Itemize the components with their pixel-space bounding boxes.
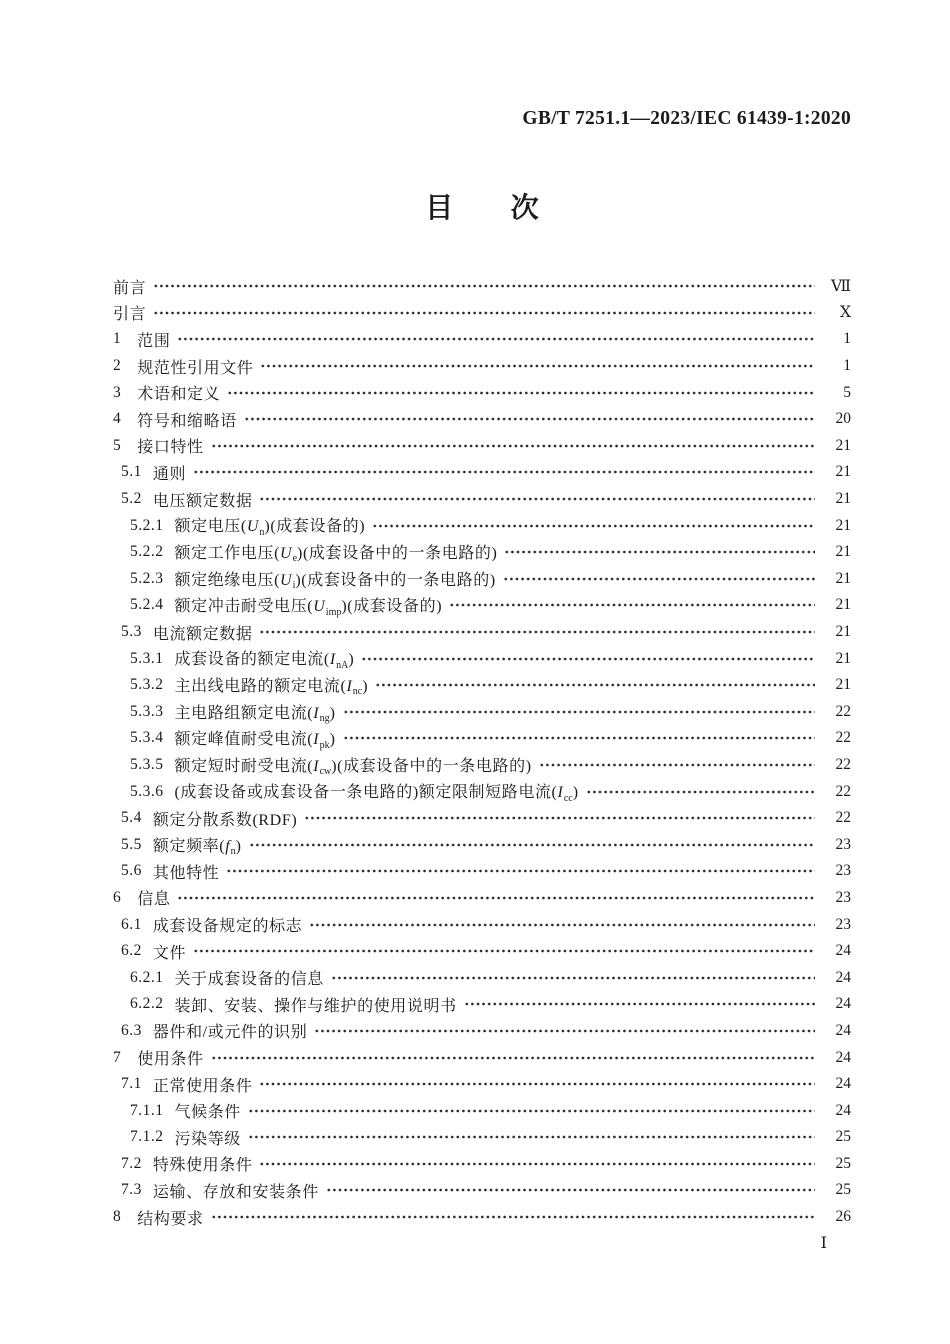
dot-leader	[314, 1023, 815, 1039]
entry-page: 24	[835, 968, 851, 986]
entry-page: 21	[835, 649, 851, 667]
page-number: Ⅰ	[820, 1235, 827, 1252]
entry-page: 21	[835, 596, 851, 614]
dot-leader	[259, 1076, 815, 1092]
entry-page: 23	[835, 915, 851, 933]
toc-entry	[113, 1018, 851, 1045]
page-title	[113, 186, 851, 226]
toc-entry	[113, 512, 851, 539]
entry-page: 24	[835, 1075, 851, 1093]
dot-leader	[153, 305, 815, 321]
dot-leader	[244, 411, 815, 427]
entry-number: 7	[113, 1048, 122, 1066]
entry-title: 电压额定数据	[152, 492, 253, 510]
toc-entry	[113, 1204, 851, 1231]
dot-leader	[177, 331, 815, 347]
toc-entry	[113, 831, 851, 858]
entry-number: 7.1	[121, 1075, 142, 1093]
entry-number: 5.3.3	[130, 702, 164, 720]
dot-leader	[343, 704, 816, 720]
dot-leader	[211, 1050, 815, 1066]
entry-page: 21	[835, 436, 851, 454]
entry-page: 25	[835, 1128, 851, 1146]
entry-number: 7.3	[121, 1181, 142, 1199]
entry-title: 成套设备规定的标志	[152, 918, 303, 936]
entry-title: 额定频率$(f_n)$	[152, 837, 242, 858]
toc-entry	[113, 459, 851, 486]
toc-entry	[113, 725, 851, 752]
entry-page: 1	[843, 330, 851, 348]
entry-page: 24	[835, 1021, 851, 1039]
toc-entry	[113, 592, 851, 619]
entry-number: 6	[113, 888, 122, 906]
entry-number: 5.3.1	[130, 649, 164, 667]
entry-title: 污染等级	[174, 1130, 241, 1148]
entry-page: 1	[843, 357, 851, 375]
entry-number: 4	[113, 410, 122, 428]
dot-leader	[211, 438, 815, 454]
entry-number: 5.2	[121, 490, 142, 508]
entry-number: 5	[113, 436, 122, 454]
entry-title: 额定分散系数(RDF)	[152, 811, 298, 829]
entry-title: 通则	[152, 465, 187, 483]
toc-entry	[113, 300, 851, 327]
toc-entry	[113, 885, 851, 912]
entry-title: 装卸、安装、操作与维护的使用说明书	[174, 997, 457, 1015]
entry-number: 5.1	[121, 463, 142, 481]
entry-page: 21	[835, 676, 851, 694]
entry-title: 关于成套设备的信息	[174, 971, 324, 989]
entry-page: 24	[835, 995, 851, 1013]
page-footer	[113, 1233, 851, 1253]
toc-entry	[113, 964, 851, 991]
standard-number: GB/T 7251.1—2023/IEC 61439-1:2020	[522, 108, 851, 129]
entry-title: 主电路组额定电流$(I_{ng})$	[174, 704, 336, 725]
toc-entry	[113, 991, 851, 1018]
dot-leader	[259, 624, 815, 640]
entry-title: 正常使用条件	[152, 1077, 253, 1095]
entry-title: 气候条件	[174, 1104, 241, 1122]
entry-title: 电流额定数据	[152, 625, 253, 643]
toc-entry	[113, 1151, 851, 1178]
dot-leader	[375, 677, 815, 693]
entry-title: 使用条件	[137, 1051, 204, 1069]
entry-number: 2	[113, 357, 122, 375]
dot-leader	[248, 1129, 815, 1145]
entry-number: 5.2.1	[130, 516, 164, 534]
toc-entry	[113, 1071, 851, 1098]
dot-leader	[226, 863, 815, 879]
document-header	[113, 108, 851, 130]
entry-title: 其他特性	[152, 864, 220, 882]
entry-number: 5.3	[121, 623, 142, 641]
toc-entry	[113, 672, 851, 699]
entry-title: 额定绝缘电压$(U_i)$(成套设备中的一条电路的)	[174, 571, 496, 592]
entry-page: 25	[835, 1154, 851, 1172]
entry-page: 22	[835, 729, 851, 747]
dot-leader	[260, 358, 815, 374]
toc-entry	[113, 1044, 851, 1071]
entry-page: Ⅶ	[830, 277, 851, 295]
entry-number: 3	[113, 383, 122, 401]
entry-number: 6.1	[121, 915, 142, 933]
entry-title: 前言	[113, 279, 147, 297]
toc-entry	[113, 566, 851, 593]
dot-leader	[248, 1103, 815, 1119]
entry-title: 接口特性	[137, 439, 204, 457]
toc-entry	[113, 778, 851, 805]
entry-page: 21	[835, 569, 851, 587]
toc-entry	[113, 938, 851, 965]
entry-title: 信息	[137, 891, 171, 909]
entry-number: 5.2.2	[130, 543, 164, 561]
entry-title: 运输、存放和安装条件	[152, 1183, 319, 1201]
entry-title: 术语和定义	[137, 386, 221, 404]
entry-page: 22	[835, 755, 851, 773]
entry-number: 1	[113, 330, 122, 348]
entry-title: (成套设备或成套设备一条电路的)额定限制短路电流$(I_{cc})$	[174, 784, 579, 804]
entry-title: 成套设备的额定电流$(I_{nA})$	[174, 651, 355, 671]
entry-page: 24	[835, 1101, 851, 1119]
toc-entry	[113, 273, 851, 300]
toc-entry	[113, 406, 851, 433]
entry-number: 6.2	[121, 942, 142, 960]
entry-page: Ⅹ	[839, 304, 851, 322]
entry-page: 24	[835, 1048, 851, 1066]
dot-leader	[259, 491, 815, 507]
entry-number: 5.3.6	[130, 782, 164, 800]
entry-title: 额定短时耐受电流$(I_{cw})$(成套设备中的一条电路的)	[174, 757, 532, 778]
toc-entry	[113, 699, 851, 726]
dot-leader	[464, 996, 815, 1012]
entry-page: 20	[835, 410, 851, 428]
entry-title: 范围	[137, 332, 171, 350]
entry-title: 额定峰值耐受电流$(I_{pk})$	[174, 731, 336, 751]
entry-title: 结构要求	[137, 1210, 204, 1228]
entry-number: 5.3.5	[130, 755, 164, 773]
toc-entry	[113, 539, 851, 566]
dot-leader	[503, 571, 815, 587]
entry-title: 额定电压$(U_n)$(成套设备的)	[174, 518, 366, 538]
entry-number: 8	[113, 1208, 122, 1226]
entry-number: 5.2.4	[130, 596, 164, 614]
entry-number: 5.3.4	[130, 729, 164, 747]
toc-entry	[113, 911, 851, 938]
entry-page: 22	[835, 782, 851, 800]
toc-entry	[113, 433, 851, 460]
dot-leader	[249, 837, 815, 853]
entry-number: 5.3.2	[130, 676, 164, 694]
entry-page: 23	[835, 888, 851, 906]
entry-title: 符号和缩略语	[137, 412, 237, 430]
entry-page: 26	[835, 1208, 851, 1226]
dot-leader	[211, 1209, 815, 1225]
dot-leader	[539, 757, 815, 773]
dot-leader	[153, 278, 815, 294]
toc-entry	[113, 326, 851, 353]
entry-page: 22	[835, 809, 851, 827]
entry-page: 21	[835, 543, 851, 561]
toc-entry	[113, 1097, 851, 1124]
entry-page: 21	[835, 623, 851, 641]
toc-entry	[113, 619, 851, 646]
toc-entry	[113, 805, 851, 832]
entry-number: 7.1.2	[130, 1128, 164, 1146]
entry-number: 5.5	[121, 835, 142, 853]
toc-entry	[113, 858, 851, 885]
entry-title: 器件和/或元件的识别	[152, 1024, 308, 1042]
entry-page: 21	[835, 516, 851, 534]
toc-entry	[113, 379, 851, 406]
entry-page: 5	[843, 383, 851, 401]
entry-number: 6.3	[121, 1021, 142, 1039]
entry-page: 21	[835, 490, 851, 508]
entry-title: 额定工作电压$(U_e)$(成套设备中的一条电路的)	[174, 544, 498, 565]
entry-title: 特殊使用条件	[152, 1157, 253, 1175]
entry-number: 5.4	[121, 809, 142, 827]
dot-leader	[259, 1156, 815, 1172]
entry-page: 21	[835, 463, 851, 481]
dot-leader	[449, 597, 815, 613]
dot-leader	[372, 518, 815, 534]
dot-leader	[504, 544, 815, 560]
toc-entry	[113, 752, 851, 779]
toc-list	[113, 273, 851, 1230]
entry-number: 7.2	[121, 1154, 142, 1172]
dot-leader	[193, 464, 815, 480]
dot-leader	[193, 943, 815, 959]
dot-leader	[227, 385, 815, 401]
toc-entry	[113, 353, 851, 380]
entry-page: 25	[835, 1181, 851, 1199]
dot-leader	[309, 917, 815, 933]
dot-leader	[586, 784, 815, 800]
page-title-text: 目次	[425, 193, 597, 224]
entry-title: 额定冲击耐受电压$(U_{imp})$(成套设备的)	[174, 598, 443, 618]
dot-leader	[326, 1182, 815, 1198]
entry-number: 7.1.1	[130, 1101, 164, 1119]
entry-number: 6.2.1	[130, 968, 164, 986]
entry-page: 22	[835, 702, 851, 720]
entry-title: 文件	[152, 944, 187, 962]
entry-title: 引言	[113, 306, 147, 324]
dot-leader	[304, 810, 815, 826]
dot-leader	[343, 730, 816, 746]
entry-page: 24	[835, 942, 851, 960]
entry-number: 5.6	[121, 862, 142, 880]
toc-entry	[113, 1124, 851, 1151]
toc-entry	[113, 645, 851, 672]
toc-entry	[113, 486, 851, 513]
dot-leader	[331, 970, 815, 986]
dot-leader	[361, 651, 815, 667]
entry-number: 6.2.2	[130, 995, 164, 1013]
entry-page: 23	[835, 835, 851, 853]
entry-title: 主出线电路的额定电流$(I_{nc})$	[174, 677, 369, 698]
dot-leader	[177, 890, 815, 906]
entry-title: 规范性引用文件	[137, 359, 254, 377]
toc-entry	[113, 1177, 851, 1204]
entry-page: 23	[835, 862, 851, 880]
entry-number: 5.2.3	[130, 569, 164, 587]
